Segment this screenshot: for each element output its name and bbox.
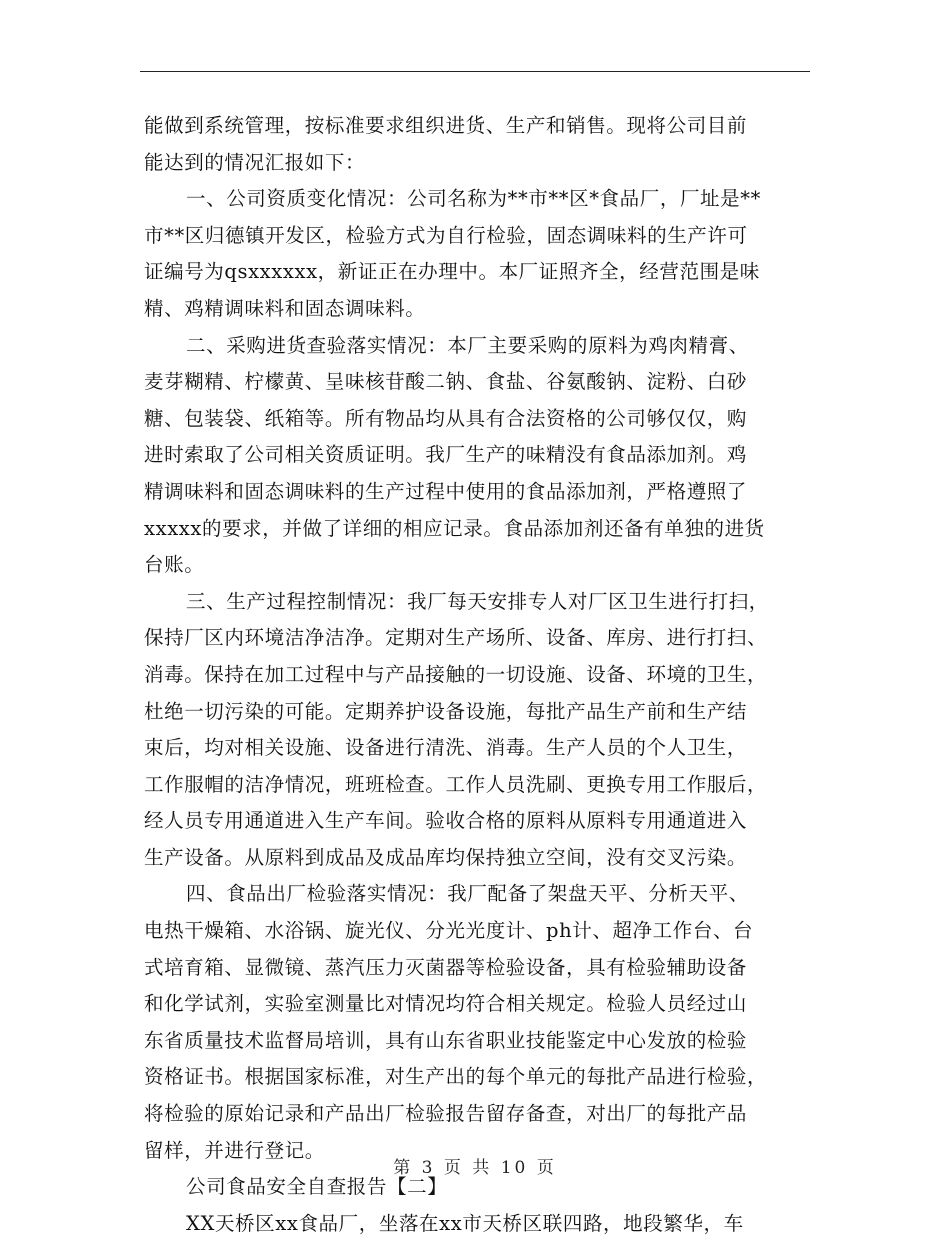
text-line: 将检验的原始记录和产品出厂检验报告留存备查，对出厂的每批产品 [144, 1102, 748, 1126]
text-line: 一、公司资质变化情况：公司名称为**市**区*食品厂，厂址是** [186, 187, 761, 211]
text-line: 留样，并进行登记。 [144, 1138, 325, 1162]
text-line: 和化学试剂，实验室测量比对情况均符合相关规定。检验人员经过山 [144, 992, 748, 1016]
text-line: 经人员专用通道进入生产车间。验收合格的原料从原料专用通道进入 [144, 809, 748, 833]
header-rule [140, 71, 810, 72]
text-line: 二、采购进货查验落实情况：本厂主要采购的原料为鸡肉精膏、 [186, 333, 749, 357]
text-line: 能做到系统管理，按标准要求组织进货、生产和销售。现将公司目前 [144, 114, 748, 137]
text-line: 消毒。保持在加工过程中与产品接触的一切设施、设备、环境的卫生， [144, 662, 768, 686]
text-line: 进时索取了公司相关资质证明。我厂生产的味精没有食品添加剂。鸡 [144, 443, 748, 467]
text-line: 精调味料和固态调味料的生产过程中使用的食品添加剂，严格遵照了 [144, 479, 748, 503]
page-footer: 第 3 页 共 10 页 [393, 1158, 557, 1178]
text-line: 东省质量技术监督局培训，具有山东省职业技能鉴定中心发放的检验 [144, 1028, 748, 1052]
text-line: 市**区归德镇开发区，检验方式为自行检验，固态调味料的生产许可 [144, 223, 748, 247]
text-line: 资格证书。根据国家标准，对生产出的每个单元的每批产品进行检验， [144, 1065, 768, 1089]
text-line: 工作服帽的洁净情况，班班检查。工作人员洗刷、更换专用工作服后， [144, 772, 768, 796]
text-line: xxxxx的要求，并做了详细的相应记录。食品添加剂还备有单独的进货 [144, 516, 765, 540]
text-line: 台账。 [144, 553, 205, 577]
text-line: 保持厂区内环境洁净洁净。定期对生产场所、设备、库房、进行打扫、 [144, 626, 768, 650]
text-line: 证编号为qsxxxxxx，新证正在办理中。本厂证照齐全，经营范围是味 [144, 260, 760, 284]
text-line: XX天桥区xx食品厂，坐落在xx市天桥区联四路，地段繁华，车 [186, 1211, 744, 1235]
text-line: 三、生产过程控制情况：我厂每天安排专人对厂区卫生进行打扫， [186, 589, 769, 613]
text-line: 麦芽糊精、柠檬黄、呈味核苷酸二钠、食盐、谷氨酸钠、淀粉、白砂 [144, 370, 748, 394]
text-line: 生产设备。从原料到成品及成品库均保持独立空间，没有交叉污染。 [144, 845, 748, 869]
text-line: 能达到的情况汇报如下： [144, 150, 366, 174]
document-body [144, 108, 810, 1242]
text-line: 束后，均对相关设施、设备进行清洗、消毒。生产人员的个人卫生， [144, 736, 748, 760]
text-line: 电热干燥箱、水浴锅、旋光仪、分光光度计、ph计、超净工作台、台 [144, 919, 754, 943]
text-line: 式培育箱、显微镜、蒸汽压力灭菌器等检验设备，具有检验辅助设备 [144, 955, 748, 979]
text-line: 精、鸡精调味料和固态调味料。 [144, 296, 426, 320]
text-line: 糖、包装袋、纸箱等。所有物品均从具有合法资格的公司够仅仅，购 [144, 406, 748, 430]
text-line: 公司食品安全自查报告【二】 [186, 1175, 448, 1199]
text-line: 杜绝一切污染的可能。定期养护设备设施，每批产品生产前和生产结 [144, 699, 748, 723]
text-line: 四、食品出厂检验落实情况：我厂配备了架盘天平、分析天平、 [186, 882, 749, 906]
